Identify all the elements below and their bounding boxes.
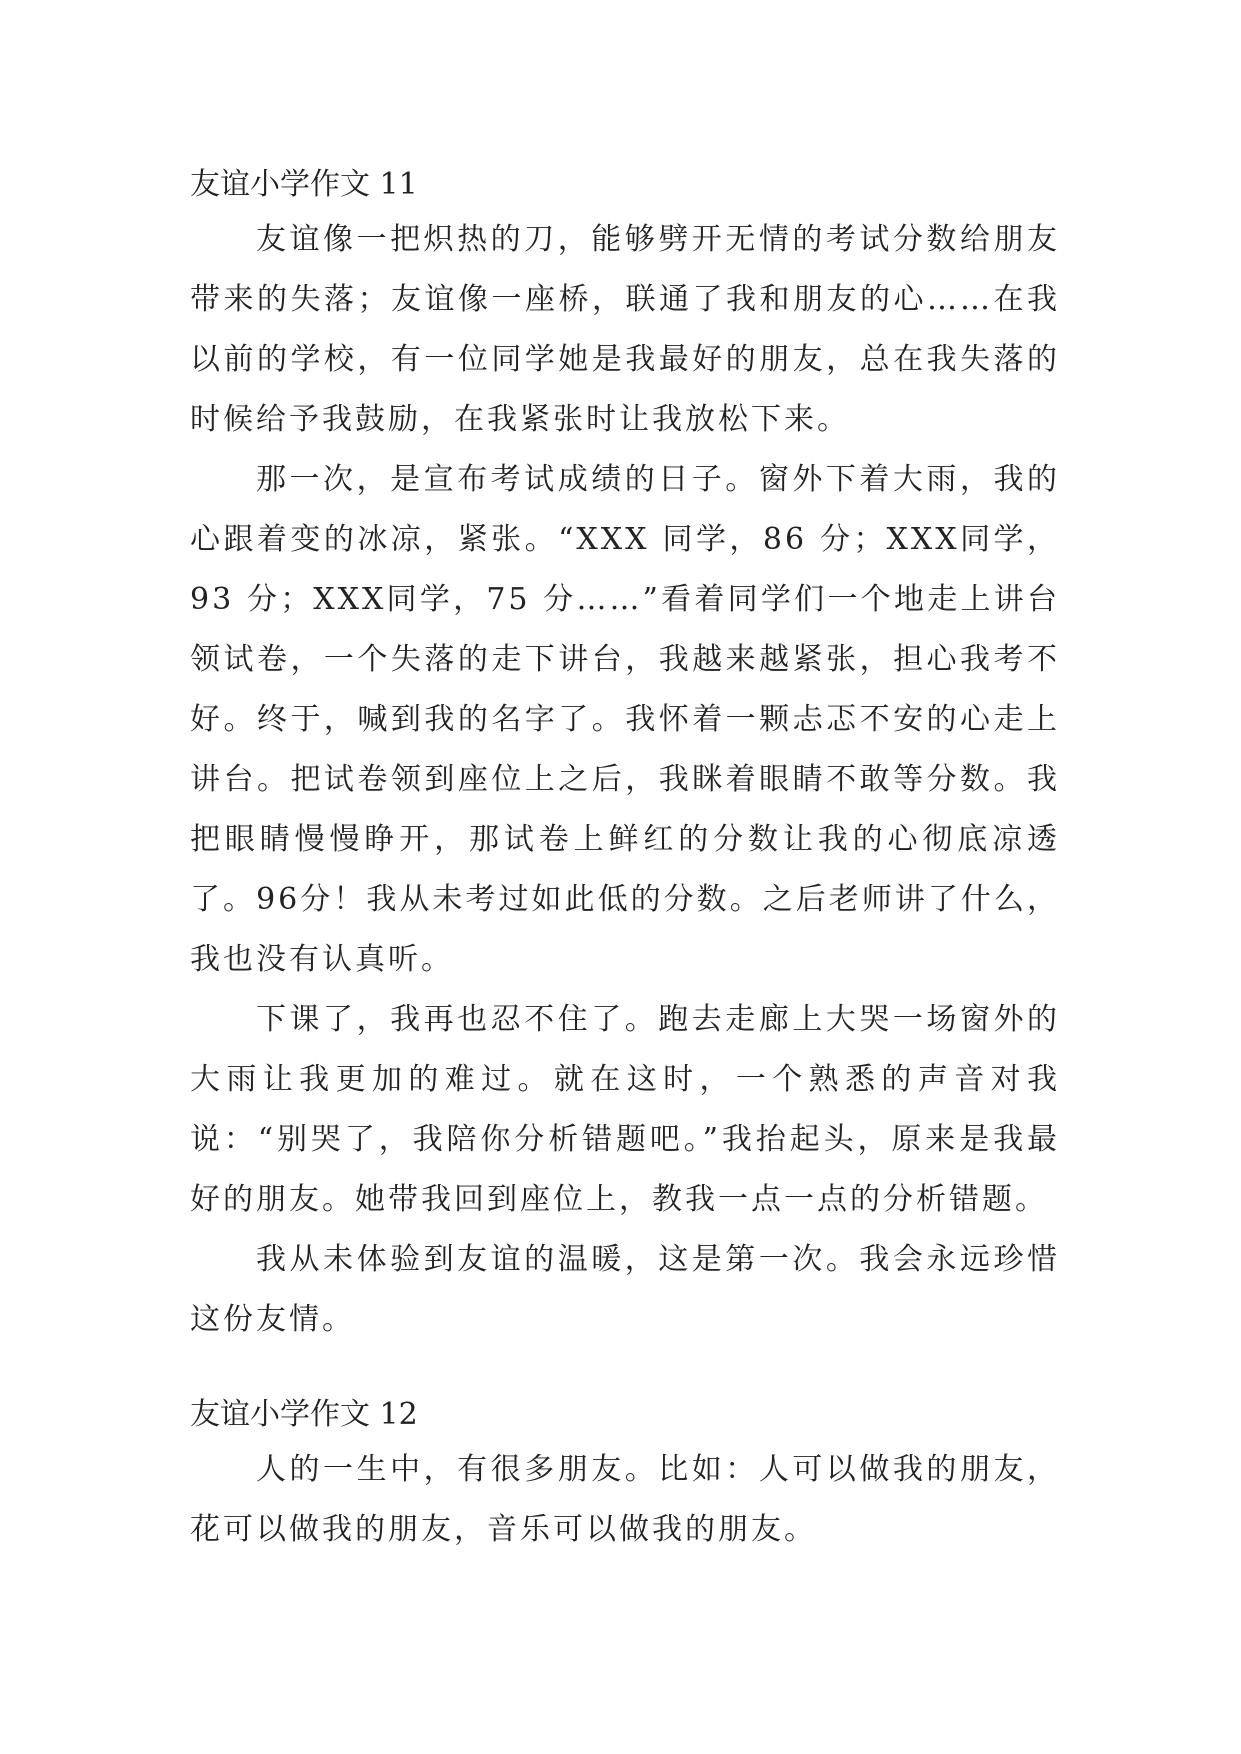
essay-title-11: 友谊小学作文 11 [190,167,418,202]
essay-11-paragraph-4: 我从未体验到友谊的温暖，这是第一次。我会永远珍惜这份友情。 [190,1242,1060,1337]
essay-11-paragraph-3: 下课了，我再也忍不住了。跑去走廊上大哭一场窗外的大雨让我更加的难过。就在这时，一个熟悉的声音对我说：“别哭了，我陪你分析错题吧。”我抬起头，原来是我最好的朋友。她带我回到座位上，教我一点一点的分析错题。 [190,1002,1060,1217]
essay-11-paragraph-2: 那一次，是宣布考试成绩的日子。窗外下着大雨，我的心跟着变的冰凉，紧张。“XXX 同学，86 分；XXX同学，93 分；XXX同学，75 分……”看着同学们一个地走上讲台领试卷，一个失落的走下讲台，我越来越紧张，担心我考不好。终于，喊到我的名字了。我怀着一颗忐忑不安的心走上讲台。把试卷领到座位上之后，我眯着眼睛不敢等分数。我把眼睛慢慢睁开，那试卷上鲜红的分数让我的心彻底凉透了。96分！我从未考过如此低的分数。之后老师讲了什么，我也没有认真听。 [190,462,1060,977]
essay-12-paragraph-1: 人的一生中，有很多朋友。比如：人可以做我的朋友，花可以做我的朋友，音乐可以做我的朋友。 [190,1452,1060,1547]
essay-11-paragraph-1: 友谊像一把炽热的刀，能够劈开无情的考试分数给朋友带来的失落；友谊像一座桥，联通了我和朋友的心……在我以前的学校，有一位同学她是我最好的朋友，总在我失落的时候给予我鼓励，在我紧张时让我放松下来。 [190,222,1060,437]
essay-title-12: 友谊小学作文 12 [190,1397,418,1432]
